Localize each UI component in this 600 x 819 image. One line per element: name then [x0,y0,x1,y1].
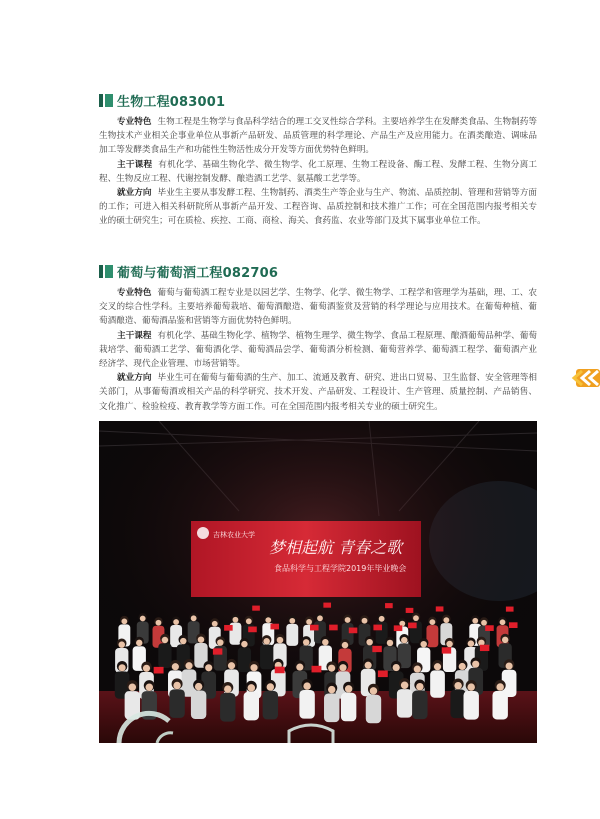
paragraph-careers: 就业方向 毕业生可在葡萄与葡萄酒的生产、加工、流通及教育、研究、进出口贸易、卫生监督、安全管理等相关部门，从事葡萄酒或相关产品的科学研究、技术开发、产品研发、工程设计、生产管理、质量控制、产品销售、文化推广、检验检疫、教育教学等方面工作。可在全国范围内报考相关专业的硕士研究生。 [99,373,537,412]
section-title: 生物工程083001 [117,94,226,110]
section-viticulture [99,262,537,414]
paragraph-courses: 主干课程 有机化学、基础生物化学、植物学、植物生理学、微生物学、食品工程原理、酿酒葡萄品种学、葡萄栽培学、葡萄酒工艺学、葡萄酒化学、葡萄酒品尝学、葡萄酒分析检测、葡萄营养学、葡萄酒工程学、葡萄酒产业经济学、现代企业管理、市场营销等。 [99,330,537,370]
stage-banner [191,521,421,597]
paragraph-courses: 主干课程 有机化学、基础生物化学、微生物学、化工原理、生物工程设备、酶工程、发酵工程、生物分离工程、生物反应工程、代谢控制发酵、酿造酒工艺学、氨基酸工艺学等。 [99,159,537,184]
heading-marker-icon [99,94,113,107]
chevron-left-icon [560,366,600,390]
section-bioengineering [99,91,537,229]
banner-logo-text: 吉林农业大学 [213,531,255,539]
section-heading [99,91,537,109]
section-heading [99,262,537,280]
section-title: 葡萄与葡萄酒工程082706 [117,265,279,281]
paragraph-careers: 就业方向 毕业生主要从事发酵工程、生物制药、酒类生产等企业与生产、物流、品质控制、管理和营销等方面的工作；可进入相关科研院所从事新产品开发、工程咨询、品质控制和技术推广工作；可在全国范围内报考相关专业的硕士研究生；可在质检、疾控、工商、商检、海关、食药监、农业等部门及其下属事业单位工作。 [99,188,537,227]
paragraph-features: 专业特色 生物工程是生物学与食品科学结合的理工交叉性综合学科。主要培养学生在发酵类食品、生物制药等生物技术产业相关企事业单位从事新产品研发、品质管理的科学理论、产品生产及应用能力。在酒类酿造、调味品加工等发酵类食品生产和功能性生物活性成分开发等方面优势特色鲜明。 [99,117,537,156]
banner-slogan: 梦相起航 青春之歌 [269,538,403,557]
paragraph-features: 专业特色 葡萄与葡萄酒工程专业是以园艺学、生物学、化学、微生物学、工程学和管理学为基础，理、工、农交叉的综合性学科。主要培养葡萄栽培、葡萄酒酿造、葡萄酒鉴赏及营销的科学理论与应用技术。在葡萄种植、葡萄酒酿造、葡萄酒品鉴和营销等方面优势特色鲜明。 [99,288,537,327]
heading-marker-icon [99,265,113,278]
graduation-party-photo [99,421,537,743]
banner-subtitle: 食品科学与工程学院2019年毕业晚会 [274,564,407,573]
